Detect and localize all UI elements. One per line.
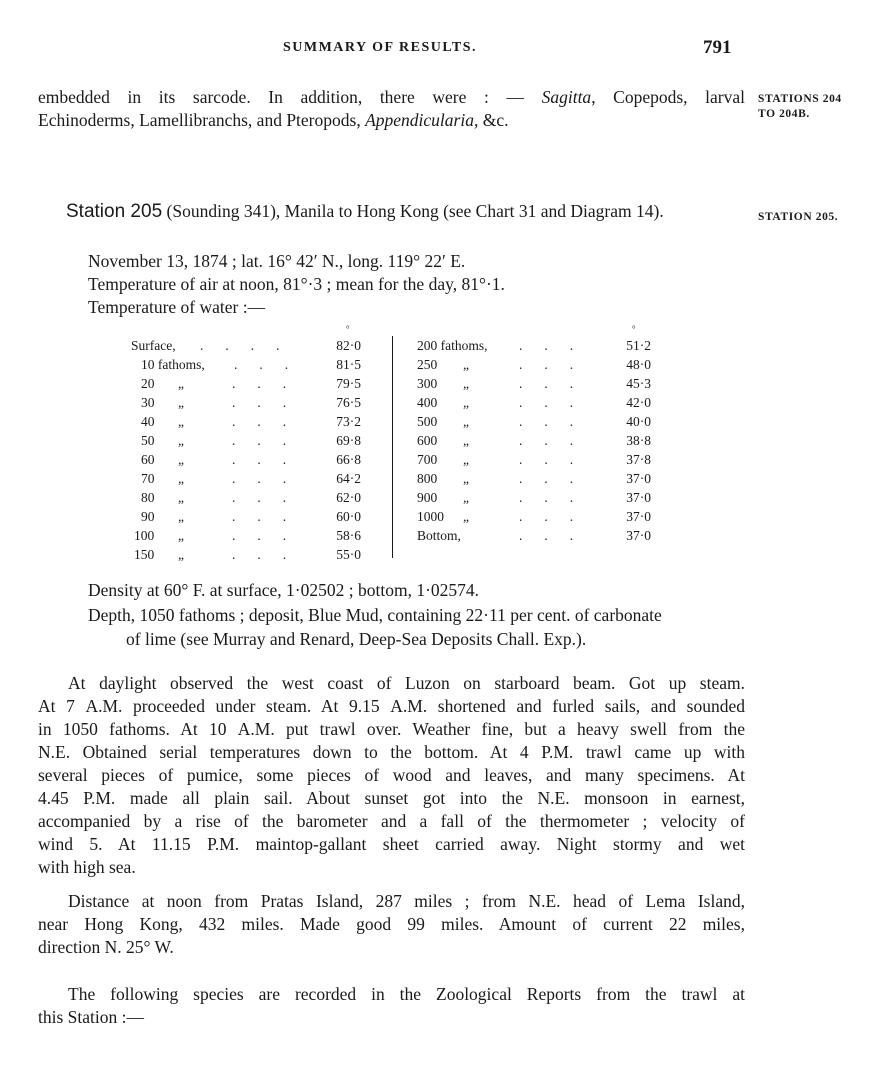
leader-dots: ... bbox=[232, 528, 309, 543]
temperature-row bbox=[0, 450, 880, 469]
temperature-row bbox=[0, 374, 880, 393]
leader-dots: ... bbox=[519, 338, 596, 353]
temperature-value: 48·0 bbox=[626, 357, 651, 372]
leader-dots: ... bbox=[519, 433, 596, 448]
page-number: 791 bbox=[703, 37, 732, 58]
leader-dots: ... bbox=[232, 395, 309, 410]
margin-note-stations: STATIONS 204 TO 204B. bbox=[758, 93, 842, 120]
ditto-mark: „ bbox=[463, 414, 469, 429]
air-temperature-line: Temperature of air at noon, 81°·3 ; mean for the day, 81°·1. bbox=[88, 274, 505, 294]
depth-line-1: Depth, 1050 fathoms ; deposit, Blue Mud, containing 22·11 per cent. of carbonate bbox=[88, 605, 662, 625]
leader-dots: ... bbox=[234, 357, 311, 372]
conditions-block bbox=[88, 250, 505, 319]
species-line: this Station :— bbox=[38, 1007, 144, 1027]
temperature-value: 37·0 bbox=[626, 528, 651, 543]
depth-label: 70 bbox=[141, 471, 155, 486]
leader-dots: ... bbox=[232, 490, 309, 505]
temperature-row bbox=[0, 393, 880, 412]
temperature-row bbox=[0, 469, 880, 488]
depth-label: 20 bbox=[141, 376, 155, 391]
degree-mark-right: ° bbox=[632, 324, 636, 334]
depth-label: Surface, bbox=[131, 338, 176, 353]
station-title: Station 205 bbox=[66, 201, 163, 222]
leader-dots: ... bbox=[519, 414, 596, 429]
temperature-value: 64·2 bbox=[336, 471, 361, 486]
temperature-row bbox=[0, 507, 880, 526]
leader-dots: ... bbox=[232, 452, 309, 467]
narrative-line: with high sea. bbox=[38, 857, 136, 877]
narrative-line: 4.45 P.M. made all plain sail. About sunset got into the N.E. monsoon in earnest, bbox=[38, 788, 745, 808]
ditto-mark: „ bbox=[178, 433, 184, 448]
leader-dots: ... bbox=[519, 395, 596, 410]
depth-label: 300 bbox=[417, 376, 438, 391]
ditto-mark: „ bbox=[178, 471, 184, 486]
narrative-line: wind 5. At 11.15 P.M. maintop-gallant sheet carried away. Night stormy and wet bbox=[38, 834, 746, 854]
leader-dots: ... bbox=[519, 452, 596, 467]
temperature-value: 37·0 bbox=[626, 471, 651, 486]
temperature-row bbox=[0, 450, 880, 469]
leader-dots: ... bbox=[519, 376, 596, 391]
continuation-line-1: embedded in its sarcode. In addition, there were : — Sagitta, Copepods, larval bbox=[38, 87, 745, 107]
ditto-mark: „ bbox=[463, 452, 469, 467]
leader-dots: ... bbox=[519, 509, 596, 524]
leader-dots: ... bbox=[519, 471, 596, 486]
temperature-value: 37·8 bbox=[626, 452, 651, 467]
depth-label: Bottom, bbox=[417, 528, 461, 543]
ditto-mark: „ bbox=[463, 471, 469, 486]
temperature-value: 55·0 bbox=[336, 547, 361, 562]
depth-label: 10 fathoms, bbox=[141, 357, 205, 372]
temperature-row bbox=[0, 526, 880, 545]
temperature-value: 45·3 bbox=[626, 376, 651, 391]
leader-dots: ... bbox=[232, 433, 309, 448]
temperature-value: 62·0 bbox=[336, 490, 361, 505]
margin-note-station: STATION 205. bbox=[758, 211, 839, 223]
ditto-mark: „ bbox=[178, 376, 184, 391]
depth-label: 100 bbox=[134, 528, 155, 543]
temperature-row bbox=[0, 431, 880, 450]
ditto-mark: „ bbox=[178, 452, 184, 467]
water-temperature-heading: Temperature of water :— bbox=[88, 297, 266, 317]
temperature-value: 38·8 bbox=[626, 433, 651, 448]
narrative-line: several pieces of pumice, some pieces of wood and leaves, and many specimens. At bbox=[38, 765, 745, 785]
ditto-mark: „ bbox=[178, 509, 184, 524]
leader-dots: ... bbox=[232, 547, 309, 562]
leader-dots: ... bbox=[519, 490, 596, 505]
ditto-mark: „ bbox=[463, 395, 469, 410]
density-line: Density at 60° F. at surface, 1·02502 ; bottom, 1·02574. bbox=[88, 580, 480, 600]
temperature-value: 79·5 bbox=[336, 376, 361, 391]
temperature-value: 58·6 bbox=[336, 528, 361, 543]
distance-line: Distance at noon from Pratas Island, 287 miles ; from N.E. head of Lema Island, bbox=[68, 891, 745, 911]
temperature-row bbox=[0, 374, 880, 393]
depth-label: 200 fathoms, bbox=[417, 338, 488, 353]
depth-label: 900 bbox=[417, 490, 438, 505]
ditto-mark: „ bbox=[178, 395, 184, 410]
degree-mark-left: ° bbox=[346, 324, 350, 334]
temperature-row bbox=[0, 488, 880, 507]
continuation-paragraph bbox=[38, 86, 745, 132]
temperature-value: 81·5 bbox=[336, 357, 361, 372]
depth-label: 400 bbox=[417, 395, 438, 410]
temperature-value: 69·8 bbox=[336, 433, 361, 448]
depth-label: 30 bbox=[141, 395, 155, 410]
temperature-row bbox=[0, 469, 880, 488]
ditto-mark: „ bbox=[463, 357, 469, 372]
temperature-value: 60·0 bbox=[336, 509, 361, 524]
ditto-mark: „ bbox=[463, 376, 469, 391]
temperature-row bbox=[0, 336, 880, 355]
ditto-mark: „ bbox=[463, 509, 469, 524]
station-subtitle: (Sounding 341), Manila to Hong Kong (see Chart 31 and Diagram 14). bbox=[162, 201, 664, 221]
leader-dots: ... bbox=[519, 357, 596, 372]
ditto-mark: „ bbox=[178, 528, 184, 543]
depth-label: 1000 bbox=[417, 509, 444, 524]
temperature-value: 73·2 bbox=[336, 414, 361, 429]
temperature-row bbox=[0, 488, 880, 507]
temperature-value: 37·0 bbox=[626, 509, 651, 524]
depth-label: 40 bbox=[141, 414, 155, 429]
temperature-value: 66·8 bbox=[336, 452, 361, 467]
ditto-mark: „ bbox=[463, 433, 469, 448]
leader-dots: ... bbox=[232, 376, 309, 391]
distance-line: near Hong Kong, 432 miles. Made good 99 miles. Amount of current 22 miles, bbox=[38, 914, 745, 934]
temperature-row bbox=[0, 355, 880, 374]
station-heading bbox=[66, 201, 664, 223]
narrative-line: At 7 A.M. proceeded under steam. At 9.15 A.M. shortened and furled sails, and sounded bbox=[38, 696, 745, 716]
leader-dots: ... bbox=[232, 471, 309, 486]
temperature-value: 37·0 bbox=[626, 490, 651, 505]
leader-dots: ... bbox=[232, 509, 309, 524]
temperature-row bbox=[0, 393, 880, 412]
ditto-mark: „ bbox=[178, 547, 184, 562]
narrative-line: N.E. Obtained serial temperatures down to the bottom. At 4 P.M. trawl came up with bbox=[38, 742, 746, 762]
depth-label: 600 bbox=[417, 433, 438, 448]
temperature-row bbox=[0, 507, 880, 526]
narrative-paragraph bbox=[38, 672, 745, 879]
temperature-value: 40·0 bbox=[626, 414, 651, 429]
column-divider bbox=[392, 336, 393, 558]
temperature-row bbox=[0, 412, 880, 431]
ditto-mark: „ bbox=[463, 490, 469, 505]
temperature-row bbox=[0, 412, 880, 431]
ditto-mark: „ bbox=[178, 414, 184, 429]
running-head: SUMMARY OF RESULTS. bbox=[282, 40, 478, 55]
distance-paragraph bbox=[38, 890, 745, 959]
ditto-mark: „ bbox=[178, 490, 184, 505]
temperature-row bbox=[0, 336, 880, 355]
leader-dots: ... bbox=[519, 528, 596, 543]
temperature-value: 76·5 bbox=[336, 395, 361, 410]
narrative-line: in 1050 fathoms. At 10 A.M. put trawl over. Weather fine, but a heavy swell from the bbox=[38, 719, 745, 739]
depth-label: 90 bbox=[141, 509, 155, 524]
species-line: The following species are recorded in the Zoological Reports from the trawl at bbox=[68, 984, 745, 1004]
depth-label: 700 bbox=[417, 452, 438, 467]
temperature-row bbox=[0, 355, 880, 374]
date-line: November 13, 1874 ; lat. 16° 42′ N., long. 119° 22′ E. bbox=[88, 251, 466, 271]
temperature-row bbox=[0, 545, 880, 564]
leader-dots: ... bbox=[232, 414, 309, 429]
depth-label: 250 bbox=[417, 357, 438, 372]
distance-line: direction N. 25° W. bbox=[38, 937, 174, 957]
temperature-value: 51·2 bbox=[626, 338, 651, 353]
temperature-value: 82·0 bbox=[336, 338, 361, 353]
depth-label: 80 bbox=[141, 490, 155, 505]
narrative-line: accompanied by a rise of the barometer and a fall of the thermometer ; velocity of bbox=[38, 811, 745, 831]
temperature-row bbox=[0, 526, 880, 545]
depth-label: 50 bbox=[141, 433, 155, 448]
continuation-line-2: Echinoderms, Lamellibranchs, and Pteropods, Appendicularia, &c. bbox=[38, 110, 509, 130]
temperature-value: 42·0 bbox=[626, 395, 651, 410]
depth-label: 800 bbox=[417, 471, 438, 486]
leader-dots: .... bbox=[200, 338, 302, 353]
narrative-line: At daylight observed the west coast of Luzon on starboard beam. Got up steam. bbox=[68, 673, 745, 693]
depth-label: 500 bbox=[417, 414, 438, 429]
depth-label: 150 bbox=[134, 547, 155, 562]
species-paragraph bbox=[38, 983, 745, 1029]
temperature-row bbox=[0, 431, 880, 450]
depth-line-2: of lime (see Murray and Renard, Deep-Sea Deposits Chall. Exp.). bbox=[126, 629, 587, 649]
depth-label: 60 bbox=[141, 452, 155, 467]
